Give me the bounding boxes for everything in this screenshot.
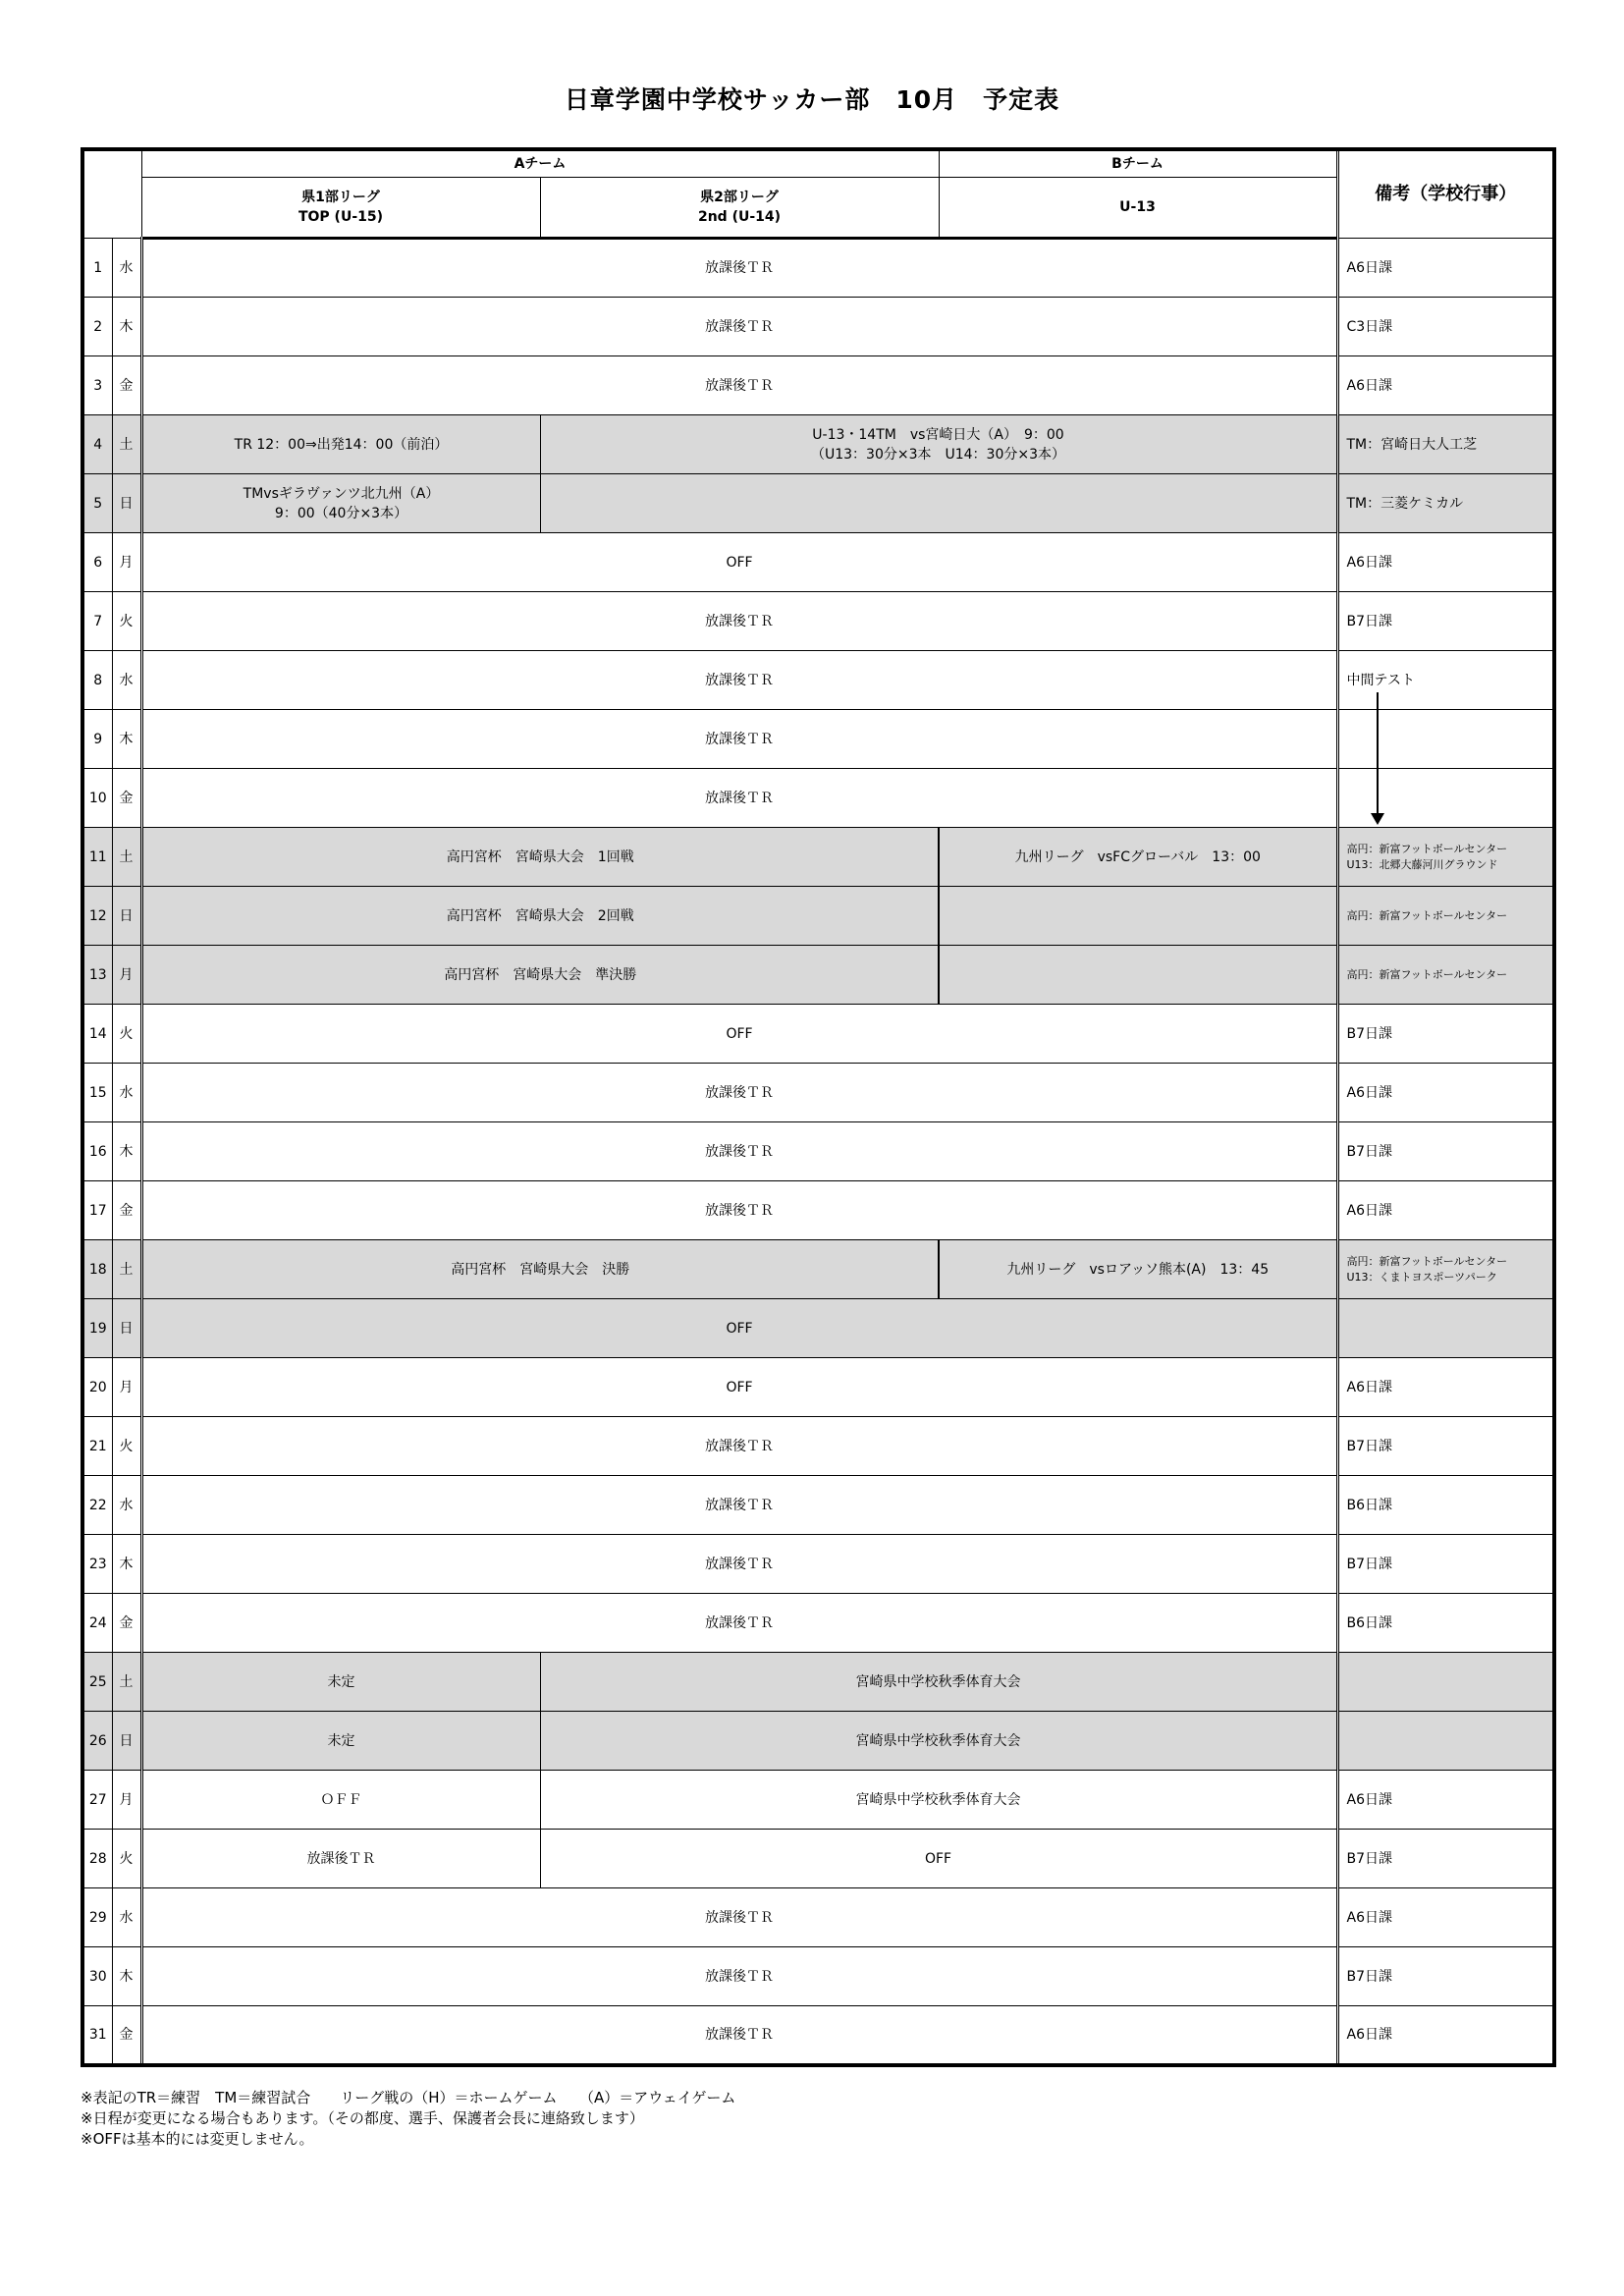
day-of-week: 水	[112, 651, 141, 710]
schedule-2nd-u13: 宮崎県中学校秋季体育大会	[540, 1771, 1337, 1830]
schedule-all: 放課後ＴＲ	[141, 1947, 1337, 2006]
day-number: 9	[82, 710, 112, 769]
header-col-2nd	[540, 178, 939, 239]
note-cell: A6日課	[1337, 239, 1554, 298]
day-of-week: 木	[112, 298, 141, 356]
schedule-top-line1: TMvsギラヴァンツ北九州（A）	[243, 485, 440, 502]
day-number: 1	[82, 239, 112, 298]
schedule-all: OFF	[141, 1299, 1337, 1358]
day-of-week: 木	[112, 1535, 141, 1594]
day-of-week: 木	[112, 710, 141, 769]
schedule-all: OFF	[141, 1358, 1337, 1417]
schedule-top: ＯＦＦ	[141, 1771, 540, 1830]
table-row	[82, 1181, 1554, 1240]
note-cell: A6日課	[1337, 1181, 1554, 1240]
day-of-week: 水	[112, 1888, 141, 1947]
schedule-u13: 九州リーグ vsロアッソ熊本(A) 13：45	[939, 1240, 1337, 1299]
day-number: 5	[82, 474, 112, 533]
note-cell: B7日課	[1337, 1830, 1554, 1888]
note-cell: A6日課	[1337, 356, 1554, 415]
schedule-u13	[939, 946, 1337, 1005]
note-cell: B7日課	[1337, 1122, 1554, 1181]
header-col-top	[141, 178, 540, 239]
day-number: 26	[82, 1712, 112, 1771]
table-row	[82, 710, 1554, 769]
day-number: 8	[82, 651, 112, 710]
day-number: 23	[82, 1535, 112, 1594]
table-row	[82, 651, 1554, 710]
day-of-week: 土	[112, 1653, 141, 1712]
schedule-u13	[939, 887, 1337, 946]
note-cell: B6日課	[1337, 1476, 1554, 1535]
header-group-a: Aチーム	[141, 149, 939, 178]
table-row	[82, 828, 1554, 887]
day-number: 16	[82, 1122, 112, 1181]
schedule-2nd-u13-line1: U-13・14TM vs宮崎日大（A） 9：00	[812, 426, 1064, 443]
header-group-b: Bチーム	[939, 149, 1337, 178]
page-title: 日章学園中学校サッカー部 10月 予定表	[564, 85, 1060, 114]
schedule-top-2nd: 高円宮杯 宮崎県大会 準決勝	[141, 946, 939, 1005]
note-line1: 高円：新富フットボールセンター	[1346, 1254, 1508, 1268]
note-cell: B7日課	[1337, 592, 1554, 651]
day-of-week: 木	[112, 1122, 141, 1181]
table-row	[82, 1476, 1554, 1535]
schedule-top-2nd: 高円宮杯 宮崎県大会 1回戦	[141, 828, 939, 887]
note-cell	[1337, 1299, 1554, 1358]
schedule-all: 放課後ＴＲ	[141, 592, 1337, 651]
schedule-top: TR 12：00⇒出発14：00（前泊）	[141, 415, 540, 474]
table-row	[82, 769, 1554, 828]
day-number: 24	[82, 1594, 112, 1653]
day-number: 6	[82, 533, 112, 592]
schedule-all: 放課後ＴＲ	[141, 239, 1337, 298]
schedule-top: 未定	[141, 1653, 540, 1712]
day-number: 27	[82, 1771, 112, 1830]
day-of-week: 月	[112, 1358, 141, 1417]
table-row	[82, 887, 1554, 946]
schedule-all: 放課後ＴＲ	[141, 2006, 1337, 2065]
day-of-week: 木	[112, 1947, 141, 2006]
schedule-all: OFF	[141, 533, 1337, 592]
note-cell: B7日課	[1337, 1947, 1554, 2006]
table-row	[82, 1358, 1554, 1417]
day-of-week: 金	[112, 1181, 141, 1240]
schedule-all: 放課後ＴＲ	[141, 1417, 1337, 1476]
day-of-week: 金	[112, 2006, 141, 2065]
day-number: 17	[82, 1181, 112, 1240]
schedule-2nd-u13	[540, 415, 1337, 474]
day-number: 7	[82, 592, 112, 651]
table-row	[82, 1417, 1554, 1476]
table-row	[82, 1299, 1554, 1358]
schedule-2nd-u13: 宮崎県中学校秋季体育大会	[540, 1712, 1337, 1771]
footer-line3: ※OFFは基本的には変更しません。	[81, 2130, 314, 2148]
header-corner	[82, 149, 141, 239]
day-number: 14	[82, 1005, 112, 1064]
table-row	[82, 533, 1554, 592]
table-row	[82, 592, 1554, 651]
schedule-all: 放課後ＴＲ	[141, 651, 1337, 710]
note-cell: A6日課	[1337, 2006, 1554, 2065]
schedule-u13: 九州リーグ vsFCグローバル 13：00	[939, 828, 1337, 887]
schedule-all: 放課後ＴＲ	[141, 1064, 1337, 1122]
day-number: 15	[82, 1064, 112, 1122]
day-of-week: 日	[112, 887, 141, 946]
note-cell: 高円：新富フットボールセンター	[1337, 946, 1554, 1005]
day-number: 13	[82, 946, 112, 1005]
day-number: 22	[82, 1476, 112, 1535]
day-number: 21	[82, 1417, 112, 1476]
schedule-top-2nd: 高円宮杯 宮崎県大会 決勝	[141, 1240, 939, 1299]
table-row	[82, 2006, 1554, 2065]
table-row	[82, 1712, 1554, 1771]
day-number: 4	[82, 415, 112, 474]
schedule-all: 放課後ＴＲ	[141, 356, 1337, 415]
note-cell	[1337, 828, 1554, 887]
header-col-2nd-line2: 2nd (U-14)	[697, 209, 782, 225]
day-of-week: 金	[112, 356, 141, 415]
day-number: 3	[82, 356, 112, 415]
day-number: 30	[82, 1947, 112, 2006]
schedule-all: 放課後ＴＲ	[141, 298, 1337, 356]
day-of-week: 金	[112, 1594, 141, 1653]
day-of-week: 日	[112, 1299, 141, 1358]
table-row	[82, 1888, 1554, 1947]
note-cell: A6日課	[1337, 1888, 1554, 1947]
schedule-all: 放課後ＴＲ	[141, 1181, 1337, 1240]
note-cell: TM：三菱ケミカル	[1337, 474, 1554, 533]
note-cell	[1337, 1712, 1554, 1771]
schedule-all: 放課後ＴＲ	[141, 1122, 1337, 1181]
schedule-all: 放課後ＴＲ	[141, 1888, 1337, 1947]
day-of-week: 水	[112, 1476, 141, 1535]
table-row	[82, 239, 1554, 298]
schedule-top: 放課後ＴＲ	[141, 1830, 540, 1888]
schedule-all: 放課後ＴＲ	[141, 1594, 1337, 1653]
note-line2: U13：くまトヨスポーツパーク	[1346, 1270, 1497, 1284]
header-row-groups	[82, 149, 1554, 178]
note-cell: B6日課	[1337, 1594, 1554, 1653]
table-row	[82, 1535, 1554, 1594]
day-number: 19	[82, 1299, 112, 1358]
footer-line1: ※表記のTR＝練習 TM＝練習試合 リーグ戦の（H）＝ホームゲーム （A）＝アウェイゲーム	[81, 2089, 736, 2106]
day-of-week: 月	[112, 1771, 141, 1830]
header-note: 備考（学校行事）	[1337, 149, 1554, 239]
header-col-u13: U-13	[939, 178, 1337, 239]
table-row	[82, 1064, 1554, 1122]
table-row	[82, 298, 1554, 356]
schedule-top: 未定	[141, 1712, 540, 1771]
schedule-all: OFF	[141, 1005, 1337, 1064]
note-line2: U13：北郷大藤河川グラウンド	[1346, 857, 1498, 871]
schedule-2nd-u13-line2: （U13：30分×3本 U14：30分×3本）	[810, 446, 1066, 463]
table-row	[82, 1830, 1554, 1888]
day-of-week: 土	[112, 1240, 141, 1299]
day-number: 20	[82, 1358, 112, 1417]
table-row	[82, 1771, 1554, 1830]
table-row	[82, 1653, 1554, 1712]
schedule-2nd-u13: 宮崎県中学校秋季体育大会	[540, 1653, 1337, 1712]
day-number: 31	[82, 2006, 112, 2065]
table-row	[82, 1122, 1554, 1181]
day-number: 18	[82, 1240, 112, 1299]
day-number: 2	[82, 298, 112, 356]
header-col-top-line1: 県1部リーグ	[301, 190, 380, 205]
day-of-week: 火	[112, 592, 141, 651]
note-cell: A6日課	[1337, 1358, 1554, 1417]
note-cell: B7日課	[1337, 1005, 1554, 1064]
footer-line2: ※日程が変更になる場合もあります。（その都度、選手、保護者会長に連絡致します）	[81, 2109, 644, 2127]
day-number: 25	[82, 1653, 112, 1712]
note-cell: A6日課	[1337, 1064, 1554, 1122]
day-of-week: 水	[112, 239, 141, 298]
schedule-top	[141, 474, 540, 533]
table-row	[82, 946, 1554, 1005]
note-cell: TM：宮崎日大人工芝	[1337, 415, 1554, 474]
down-arrow-icon	[1371, 813, 1384, 825]
note-cell: A6日課	[1337, 533, 1554, 592]
note-cell: B7日課	[1337, 1417, 1554, 1476]
day-number: 12	[82, 887, 112, 946]
schedule-2nd-u13: OFF	[540, 1830, 1337, 1888]
note-cell	[1337, 710, 1554, 769]
day-of-week: 月	[112, 946, 141, 1005]
schedule-table	[81, 147, 1556, 2067]
day-number: 28	[82, 1830, 112, 1888]
note-cell: C3日課	[1337, 298, 1554, 356]
header-row-columns	[82, 178, 1554, 239]
note-line1: 高円：新富フットボールセンター	[1346, 842, 1508, 855]
schedule-top-line2: 9：00（40分×3本）	[274, 505, 408, 521]
day-of-week: 火	[112, 1417, 141, 1476]
day-number: 11	[82, 828, 112, 887]
table-row	[82, 1947, 1554, 2006]
note-cell	[1337, 1240, 1554, 1299]
schedule-all: 放課後ＴＲ	[141, 1535, 1337, 1594]
header-col-top-line2: TOP (U-15)	[298, 209, 384, 225]
day-of-week: 日	[112, 1712, 141, 1771]
note-cell	[1337, 1653, 1554, 1712]
table-row	[82, 1240, 1554, 1299]
schedule-2nd-u13	[540, 474, 1337, 533]
day-of-week: 火	[112, 1005, 141, 1064]
table-row	[82, 474, 1554, 533]
table-row	[82, 1005, 1554, 1064]
day-of-week: 月	[112, 533, 141, 592]
day-of-week: 水	[112, 1064, 141, 1122]
header-col-2nd-line1: 県2部リーグ	[700, 190, 779, 205]
day-of-week: 土	[112, 828, 141, 887]
day-of-week: 金	[112, 769, 141, 828]
schedule-top-2nd: 高円宮杯 宮崎県大会 2回戦	[141, 887, 939, 946]
schedule-all: 放課後ＴＲ	[141, 710, 1337, 769]
day-of-week: 火	[112, 1830, 141, 1888]
day-number: 10	[82, 769, 112, 828]
footer-notes	[81, 2088, 735, 2150]
table-row	[82, 415, 1554, 474]
note-cell: A6日課	[1337, 1771, 1554, 1830]
note-cell: 中間テスト	[1337, 651, 1554, 710]
table-row	[82, 356, 1554, 415]
day-of-week: 日	[112, 474, 141, 533]
schedule-all: 放課後ＴＲ	[141, 769, 1337, 828]
schedule-all: 放課後ＴＲ	[141, 1476, 1337, 1535]
table-row	[82, 1594, 1554, 1653]
exam-period-arrow-line	[1377, 692, 1379, 815]
day-number: 29	[82, 1888, 112, 1947]
note-cell: B7日課	[1337, 1535, 1554, 1594]
note-cell: 高円：新富フットボールセンター	[1337, 887, 1554, 946]
day-of-week: 土	[112, 415, 141, 474]
